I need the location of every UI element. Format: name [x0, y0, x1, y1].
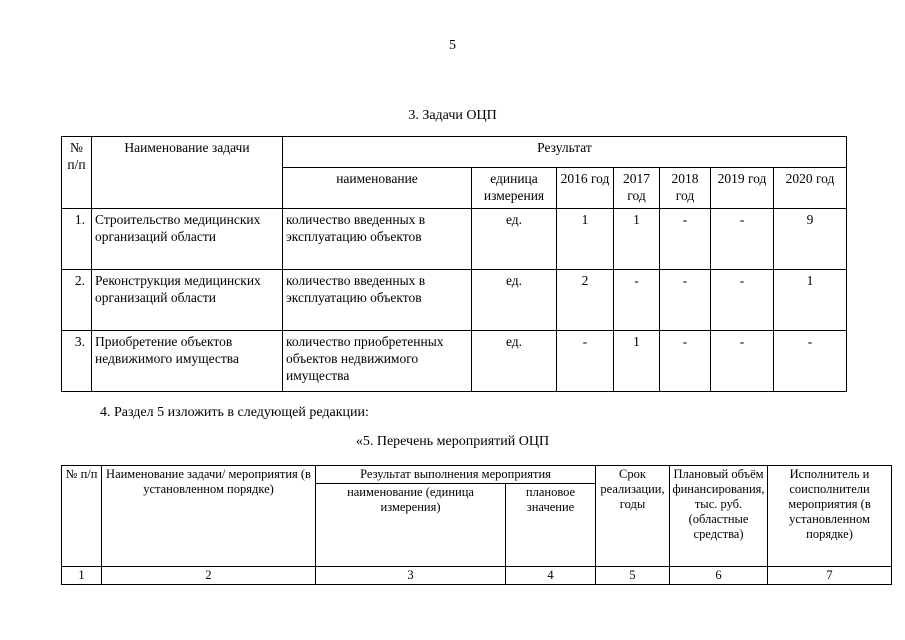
section-5-title: «5. Перечень мероприятий ОЦП [355, 434, 550, 449]
table-row [62, 270, 847, 331]
row-2016: 1 [557, 209, 614, 270]
table-row [62, 331, 847, 392]
row-2016: 2 [557, 270, 614, 331]
column-number: 3 [316, 567, 506, 585]
column-numbers-row [62, 567, 892, 585]
row-2017: 1 [614, 331, 660, 392]
amendment-paragraph: 4. Раздел 5 изложить в следующей редакции: [100, 405, 369, 420]
col-name-header: наименование [283, 168, 472, 209]
row-2019: - [711, 270, 774, 331]
col-funding-header: Плановый объём финансирования, тыс. руб. (областные средства) [670, 466, 768, 567]
col-task-header: Наименование задачи [92, 137, 283, 209]
col-2018-header: 2018 год [660, 168, 711, 209]
row-2017: 1 [614, 209, 660, 270]
row-name: количество введенных в эксплуатацию объектов [283, 209, 472, 270]
col-result-header: Результат выполнения мероприятия [316, 466, 596, 484]
col-result-header: Результат [283, 137, 847, 168]
row-unit: ед. [472, 270, 557, 331]
page-number: 5 [449, 38, 456, 53]
col-num-header: № п/п [62, 137, 92, 209]
col-planned-header: плановое значение [506, 484, 596, 567]
column-number: 5 [596, 567, 670, 585]
row-2018: - [660, 209, 711, 270]
row-num: 3. [62, 331, 92, 392]
row-2019: - [711, 331, 774, 392]
row-2020: 9 [774, 209, 847, 270]
row-unit: ед. [472, 331, 557, 392]
row-num: 1. [62, 209, 92, 270]
col-2019-header: 2019 год [711, 168, 774, 209]
measures-table [61, 465, 892, 585]
table-row [62, 209, 847, 270]
row-task: Строительство медицинских организаций области [92, 209, 283, 270]
row-num: 2. [62, 270, 92, 331]
col-term-header: Срок реализации, годы [596, 466, 670, 567]
column-number: 7 [768, 567, 892, 585]
tasks-table [61, 136, 847, 392]
row-name: количество введенных в эксплуатацию объектов [283, 270, 472, 331]
column-number: 6 [670, 567, 768, 585]
col-2020-header: 2020 год [774, 168, 847, 209]
col-executor-header: Исполнитель и соисполнители мероприятия (в установленном порядке) [768, 466, 892, 567]
row-unit: ед. [472, 209, 557, 270]
row-2018: - [660, 270, 711, 331]
row-2020: 1 [774, 270, 847, 331]
row-2019: - [711, 209, 774, 270]
row-name: количество приобретенных объектов недвижимого имущества [283, 331, 472, 392]
col-2017-header: 2017 год [614, 168, 660, 209]
col-num-header: № п/п [62, 466, 102, 567]
column-number: 1 [62, 567, 102, 585]
row-2020: - [774, 331, 847, 392]
row-task: Приобретение объектов недвижимого имущества [92, 331, 283, 392]
row-2018: - [660, 331, 711, 392]
row-2017: - [614, 270, 660, 331]
row-2016: - [557, 331, 614, 392]
column-number: 2 [102, 567, 316, 585]
section-3-title: 3. Задачи ОЦП [408, 108, 497, 123]
col-unit-header: единица измерения [472, 168, 557, 209]
col-task-header: Наименование задачи/ мероприятия (в установленном порядке) [102, 466, 316, 567]
column-number: 4 [506, 567, 596, 585]
col-2016-header: 2016 год [557, 168, 614, 209]
row-task: Реконструкция медицинских организаций области [92, 270, 283, 331]
col-name-header: наименование (единица измерения) [316, 484, 506, 567]
